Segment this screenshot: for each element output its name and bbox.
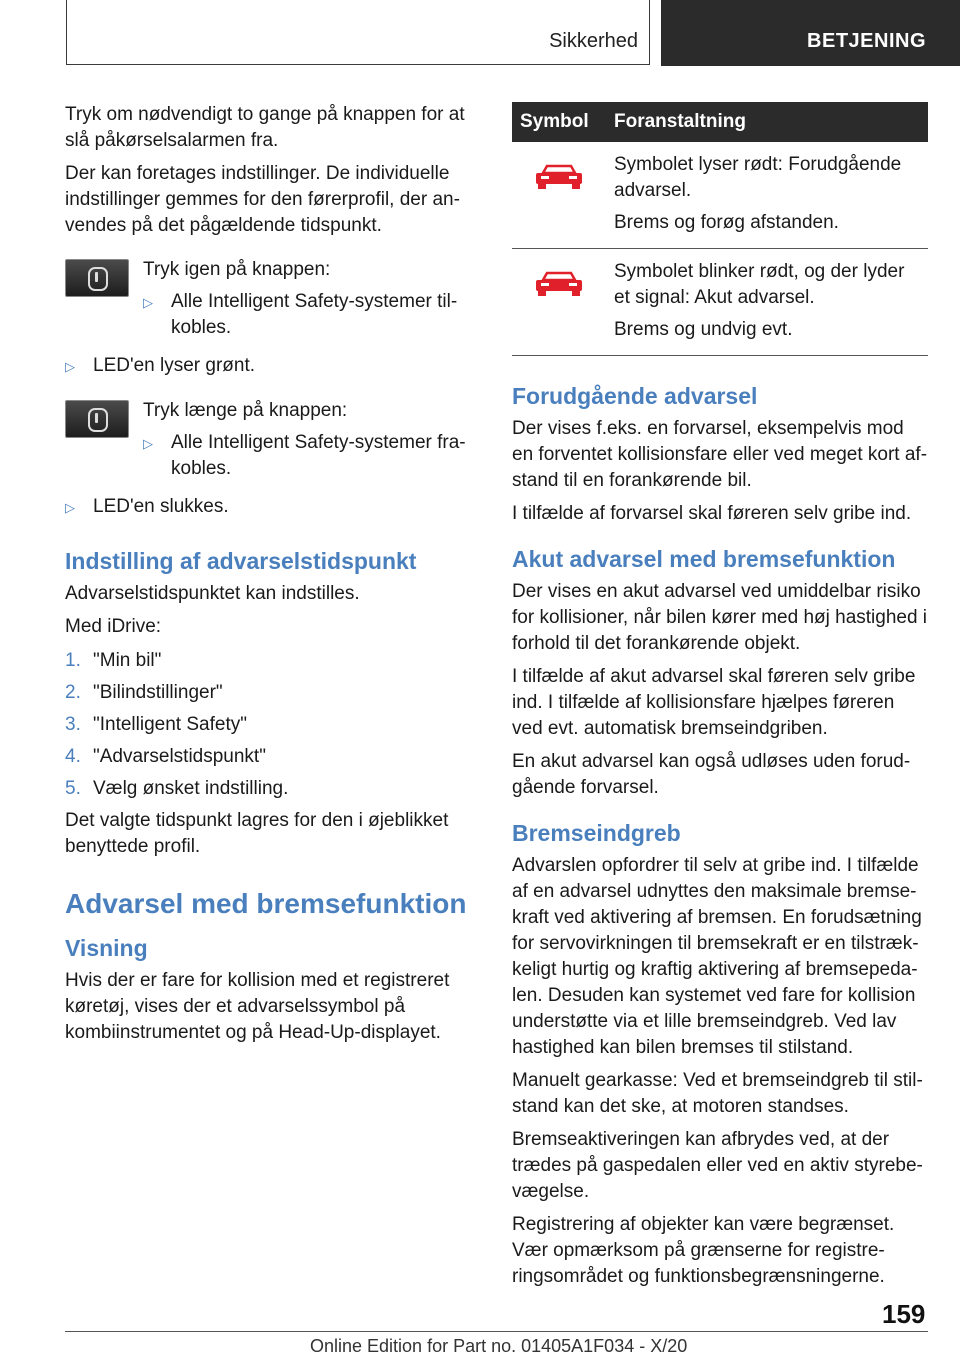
symbol-table bbox=[512, 102, 928, 356]
footer-edition: Online Edition for Part no. 01405A1F034 - X/20 bbox=[310, 1336, 688, 1356]
table-cell-text: Brems og undvig evt. bbox=[614, 319, 793, 340]
button-instruction bbox=[65, 257, 477, 347]
subsection-heading: Visning bbox=[65, 935, 148, 961]
car-warning-icon bbox=[534, 271, 584, 297]
result-text: LED'en slukkes. bbox=[93, 496, 229, 517]
table-row bbox=[512, 142, 928, 249]
result-item bbox=[65, 494, 477, 521]
table-cell-text: Symbolet lyser rødt: Forudgående advarsel. bbox=[614, 154, 902, 201]
triangle-bullet-icon: ▷ bbox=[65, 359, 75, 374]
paragraph: En akut advarsel kan også udløses uden forudgående forvarsel. bbox=[512, 751, 911, 798]
instruction-text: Tryk længe på knappen: bbox=[143, 400, 348, 421]
paragraph: Tryk om nødvendigt to gange på knappen for at slå påkørselsalarmen fra. bbox=[65, 104, 465, 151]
paragraph: Registrering af objekter kan være begrænset. Vær opmærksom på grænserne for registreringsområdet og funktionsbegrænsningerne. bbox=[512, 1214, 895, 1287]
chapter-heading: Advarsel med bremsefunktion bbox=[65, 888, 467, 919]
page-number: 159 bbox=[882, 1299, 926, 1329]
list-item: 1. "Min bil" bbox=[65, 650, 162, 671]
triangle-bullet-icon: ▷ bbox=[143, 295, 153, 310]
header-section-title: Sikkerhed bbox=[549, 30, 638, 52]
paragraph: Der vises f.eks. en forvarsel, eksempelvis mod en forventet kollisionsfare eller ved meget kort afstand til en forankørende bil. bbox=[512, 418, 928, 491]
triangle-bullet-icon: ▷ bbox=[143, 436, 153, 451]
paragraph: Der kan foretages indstillinger. De individuelle indstillinger gemmes for den førerprofil, der anvendes på det pågældende tidspunkt. bbox=[65, 163, 460, 236]
list-item: 2. "Bilindstillinger" bbox=[65, 682, 223, 703]
paragraph: Manuelt gearkasse: Ved et bremseindgreb til stilstand kan det ske, at motoren standses. bbox=[512, 1070, 923, 1117]
paragraph: Med iDrive: bbox=[65, 616, 162, 637]
paragraph: Hvis der er fare for kollision med et registreret køretøj, vises der et advarselssymbol på kombiinstrumentet og på Head-Up-displayet. bbox=[65, 970, 450, 1043]
paragraph: I tilfælde af forvarsel skal føreren selv gribe ind. bbox=[512, 503, 912, 524]
triangle-bullet-icon: ▷ bbox=[65, 500, 75, 515]
paragraph: Advarselstidspunktet kan indstilles. bbox=[65, 583, 360, 604]
header-chapter-label: BETJENING bbox=[807, 30, 926, 52]
list-item: 4. "Advarselstidspunkt" bbox=[65, 746, 266, 767]
paragraph: Der vises en akut advarsel ved umiddelbar risiko for kollisioner, når bilen kører med høj hastighed i forhold til det forankørende objekt. bbox=[512, 581, 928, 654]
table-cell-text: Brems og forøg afstanden. bbox=[614, 212, 839, 233]
paragraph: Advarslen opfordrer til selv at gribe ind. I tilfælde af en advarsel udnyttes den maksimale bremsekraft ved aktivering af bremsen. En forudsætning for servovirkningen til bremsekraft er en tilstrækkeligt hurtig og kraftig aktivering af bremsepedalen. Desuden kan systemet ved fare for kollision understøtte via et lille bremseindgreb. Ved lav hastighed kan bilen bremses til stilstand. bbox=[512, 855, 922, 1058]
subsection-heading: Akut advarsel med bremsefunktion bbox=[512, 546, 896, 572]
button-instruction bbox=[65, 398, 477, 488]
result-item bbox=[143, 289, 477, 341]
page-header bbox=[0, 0, 960, 66]
footer-divider bbox=[65, 1331, 928, 1332]
header-divider bbox=[66, 0, 67, 64]
list-item: 3. "Intelligent Safety" bbox=[65, 714, 247, 735]
table-cell-text: Symbolet blinker rødt, og der lyder et signal: Akut advarsel. bbox=[614, 261, 905, 308]
subsection-heading: Bremseindgreb bbox=[512, 820, 681, 846]
result-text: Alle Intelligent Safety-systemer tilkobles. bbox=[171, 291, 458, 338]
result-text: Alle Intelligent Safety-systemer frakobles. bbox=[171, 432, 466, 479]
table-header-action: Foranstaltning bbox=[606, 102, 928, 142]
instruction-text: Tryk igen på knappen: bbox=[143, 259, 331, 280]
safety-button-icon bbox=[65, 259, 129, 297]
section-heading: Indstilling af advarselstidspunkt bbox=[65, 548, 417, 574]
paragraph: Det valgte tidspunkt lagres for den i øjeblikket benyttede profil. bbox=[65, 810, 449, 857]
right-column bbox=[512, 102, 928, 1297]
header-chapter-tab bbox=[661, 0, 960, 66]
result-item bbox=[65, 353, 477, 380]
result-item bbox=[143, 430, 477, 482]
table-header-symbol: Symbol bbox=[512, 102, 606, 142]
table-row bbox=[512, 249, 928, 356]
paragraph: I tilfælde af akut advarsel skal føreren selv gribe ind. I tilfælde af kollisionsfare hjælpes føreren ved evt. automatisk bremseindgriben. bbox=[512, 666, 916, 739]
safety-button-icon bbox=[65, 400, 129, 438]
subsection-heading: Forudgående advarsel bbox=[512, 383, 758, 409]
header-divider bbox=[649, 0, 650, 64]
list-item: 5. Vælg ønsket indstilling. bbox=[65, 778, 289, 799]
header-divider bbox=[66, 64, 650, 65]
step-list bbox=[65, 648, 477, 802]
car-warning-icon bbox=[534, 164, 584, 190]
left-column bbox=[65, 102, 477, 1053]
paragraph: Bremseaktiveringen kan afbrydes ved, at der trædes på gaspedalen eller ved en aktiv styrebevægelse. bbox=[512, 1129, 923, 1202]
result-text: LED'en lyser grønt. bbox=[93, 355, 256, 376]
